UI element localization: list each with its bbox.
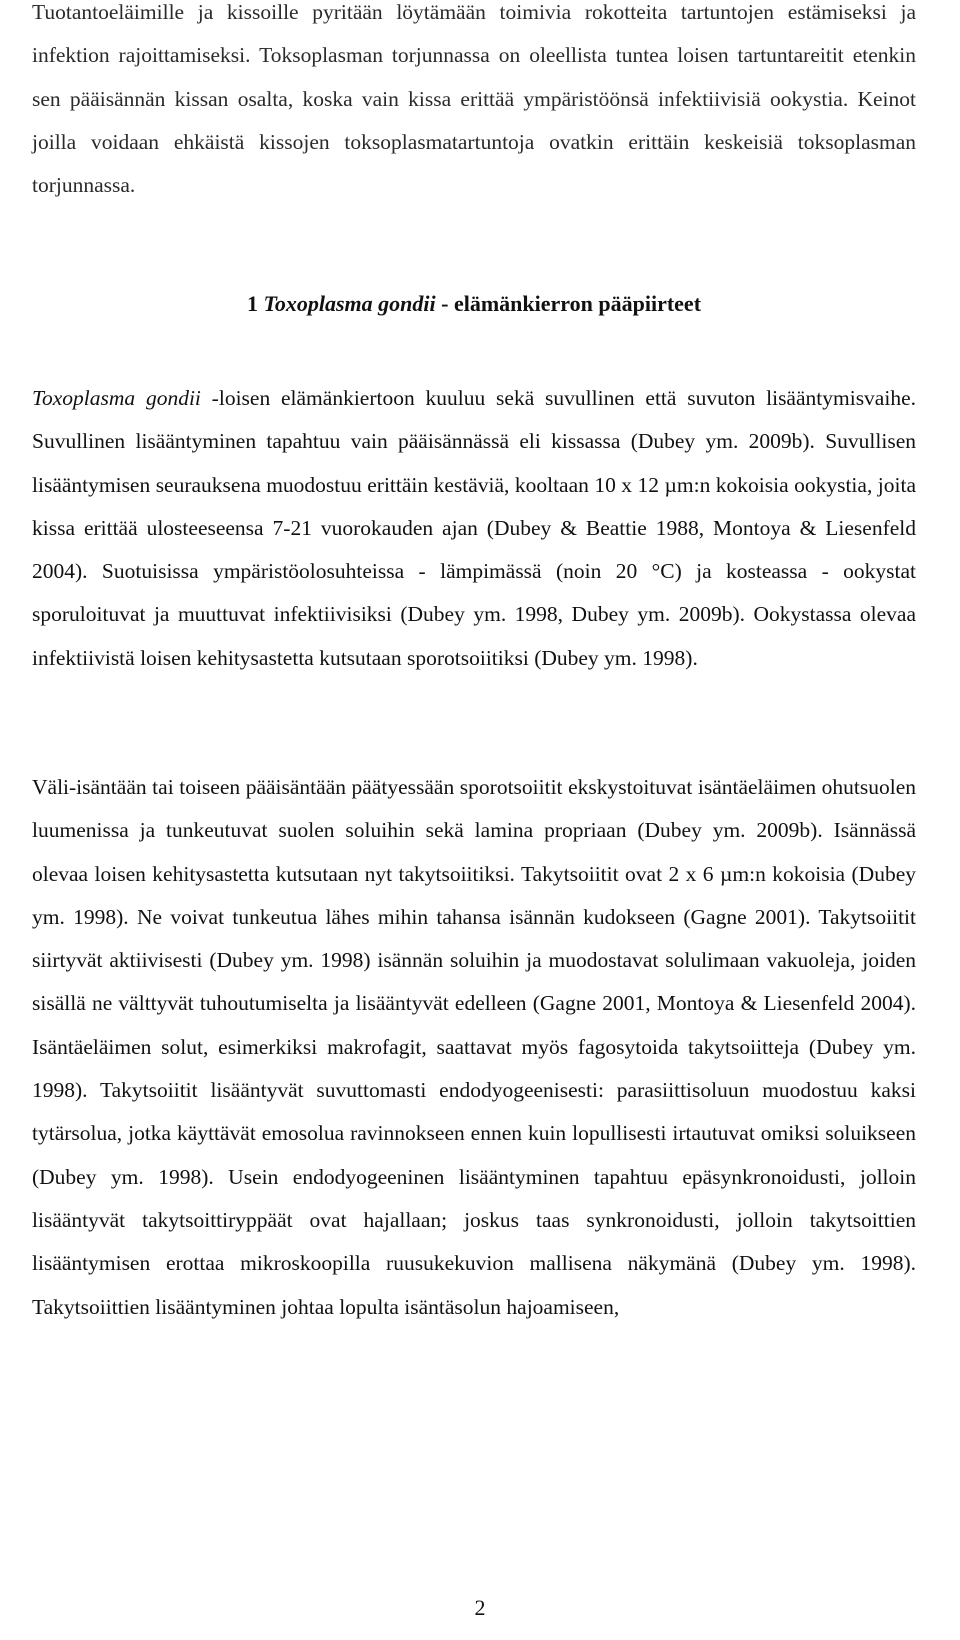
life-cycle-text: -loisen elämänkiertoon kuuluu sekä suvullinen että suvuton lisääntymisvaihe. Suvullinen lisääntyminen tapahtuu vain pääisännässä eli kissassa (Dubey ym. 2009b). Suvullisen lisääntymisen seurauksena muodostuu erittäin kestäviä, kooltaan 10 x 12 µm:n kokoisia ookystia, joita kissa erittää ulosteeseensa 7-21 vuorokauden ajan (Dubey & Beattie 1988, Montoya & Liesenfeld 2004). Suotuisissa ympäristöolosuhteissa - lämpimässä (noin 20 °C) ja kosteassa - ookystat sporuloituvat ja muuttuvat infektiivisiksi (Dubey ym. 1998, Dubey ym. 2009b). Ookystassa olevaa infektiivistä loisen kehitysastetta kutsutaan sporotsoiitiksi (Dubey ym. 1998). xyxy=(32,386,916,670)
section-number: 1 xyxy=(246,291,258,316)
section-heading-title: - elämänkierron pääpiirteet xyxy=(435,291,702,316)
intro-paragraph: Tuotantoeläimille ja kissoille pyritään löytämään toimivia rokotteita tartuntojen estämiseksi ja infektion rajoittamiseksi. Toksoplasman torjunnassa on oleellista tuntea loisen tartuntareitit etenkin sen pääisännän kissan osalta, koska vain kissa erittää ympäristöönsä infektiivisiä ookystia. Keinot joilla voidaan ehkäistä kissojen toksoplasmatartuntoja ovatkin erittäin keskeisiä toksoplasman torjunnassa. xyxy=(32,0,916,198)
tachyzoite-paragraph: Väli-isäntään tai toiseen pääisäntään päätyessään sporotsoiitit ekskystoituvat isäntäeläimen ohutsuolen luumenissa ja tunkeutuvat suolen soluihin sekä lamina propriaan (Dubey ym. 2009b). Isännässä olevaa loisen kehitysastetta kutsutaan nyt takytsoiitiksi. Takytsoiitit ovat 2 x 6 µm:n kokoisia (Dubey ym. 1998). Ne voivat tunkeutua lähes mihin tahansa isännän kudokseen (Gagne 2001). Takytsoiitit siirtyvät aktiivisesti (Dubey ym. 1998) isännän soluihin ja muodostavat solulimaan vakuoleja, joiden sisällä ne välttyvät tuhoutumiselta ja lisääntyvät edelleen (Gagne 2001, Montoya & Liesenfeld 2004). Isäntäeläimen solut, esimerkiksi makrofagit, saattavat myös fagosytoida takytsoiitteja (Dubey ym. 1998). Takytsoiitit lisääntyvät suvuttomasti endodyogeenisesti: parasiittisoluun muodostuu kaksi tytärsolua, jotka käyttävät emosolua ravinnokseen ennen kuin lopullisesti irtautuvat omiksi soluikseen (Dubey ym. 1998). Usein endodyogeeninen lisääntyminen tapahtuu epäsynkronoidusti, jolloin lisääntyvät takytsoittiryppäät ovat hajallaan; joskus taas synkronoidusti, jolloin takytsoittien lisääntymisen erottaa mikroskoopilla ruusukekuvion mallisena näkymänä (Dubey ym. 1998). Takytsoiittien lisääntyminen johtaa lopulta isäntäsolun hajoamiseen, xyxy=(32,775,916,1319)
section-heading xyxy=(32,289,916,319)
life-cycle-paragraph xyxy=(32,377,916,680)
section-heading-species: Toxoplasma gondii xyxy=(263,291,436,316)
page-number: 2 xyxy=(474,1595,486,1620)
species-name: Toxoplasma gondii xyxy=(32,386,201,410)
